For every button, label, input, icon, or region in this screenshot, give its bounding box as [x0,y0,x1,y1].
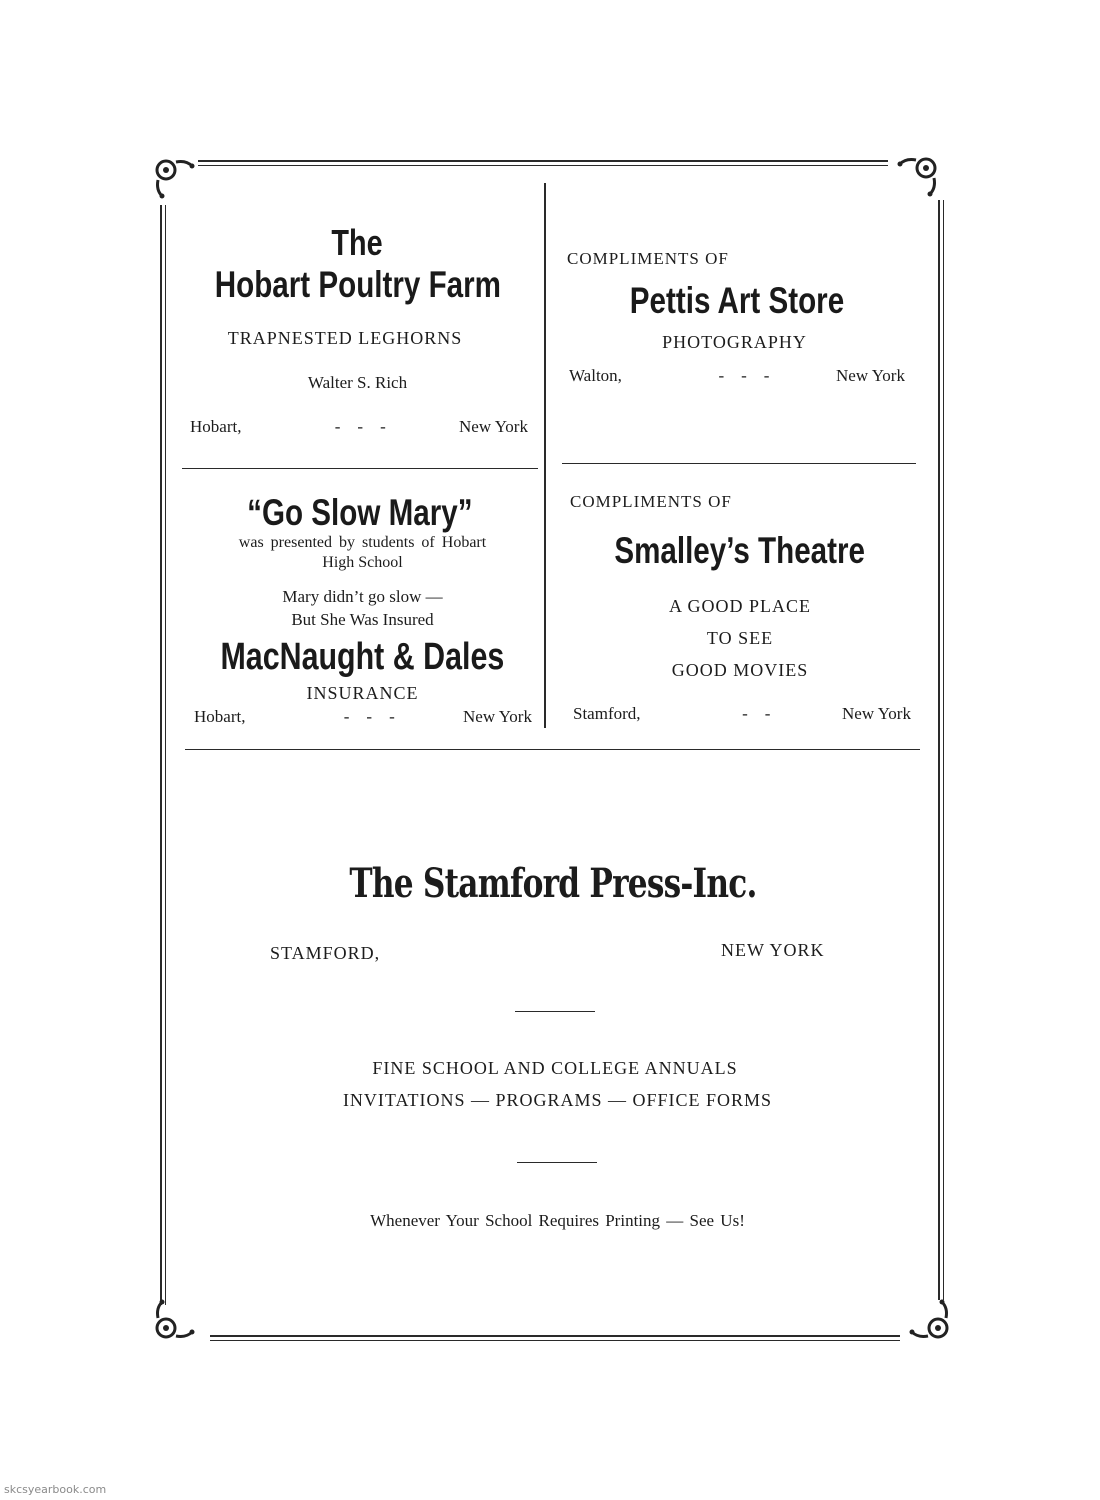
press-tagline: Whenever Your School Requires Printing — See Us! [370,1211,745,1230]
border-right-inner [943,200,944,1300]
short-rule [515,1011,595,1012]
press-line2: INVITATIONS — PROGRAMS — OFFICE FORMS [342,1090,773,1110]
corner-ornament-icon [152,1296,198,1342]
corner-ornament-icon [152,156,198,202]
location-state: New York [842,704,911,723]
border-left-inner [165,205,166,1305]
border-left-outer [160,205,162,1305]
ad-title: Hobart Poultry Farm [214,264,501,305]
location-city: Hobart, [194,707,246,726]
location-dashes: - - - [343,707,395,726]
border-right-outer [938,200,940,1300]
ad-subtitle: TRAPNESTED LEGHORNS [227,328,463,348]
location-city: Walton, [569,366,622,385]
ad-location [569,366,905,386]
ad-line1: A GOOD PLACE [668,596,811,616]
ad-compliments: COMPLIMENTS OF [567,249,729,268]
ad-title: Pettis Art Store [629,280,845,321]
ad-service: INSURANCE [306,683,419,703]
divider-right-mid [562,463,916,464]
short-rule [517,1162,597,1163]
corner-ornament-icon [894,154,940,200]
ad-title: Smalley’s Theatre [614,530,866,571]
location-dashes: - - - [334,417,386,436]
ad-location [573,704,911,724]
border-bottom-outer [210,1335,900,1337]
press-city: STAMFORD, [270,943,381,963]
ad-line3: Mary didn’t go slow — [282,587,443,606]
border-top-inner [198,165,888,166]
press-line1: FINE SCHOOL AND COLLEGE ANNUALS [372,1058,738,1078]
corner-ornament-icon [906,1296,952,1342]
border-bottom-inner [210,1340,900,1341]
ad-line2: High School [322,554,403,571]
press-state: NEW YORK [721,940,825,960]
ad-location [190,417,528,437]
ad-location [194,707,532,727]
location-state: New York [836,366,905,385]
border-top-outer [198,160,888,162]
press-title: The Stamford Press-Inc. [348,860,757,907]
location-state: New York [463,707,532,726]
watermark: skcsyearbook.com [4,1483,107,1496]
ad-line3: GOOD MOVIES [671,660,809,680]
ad-title: MacNaught & Dales [220,636,505,678]
location-dashes: - - - [718,366,770,385]
ad-title-line1: The [331,222,384,263]
ad-service: PHOTOGRAPHY [662,332,807,352]
ad-line2: TO SEE [706,628,774,648]
location-city: Stamford, [573,704,641,723]
ad-owner: Walter S. Rich [307,373,408,392]
divider-left-mid [182,468,538,469]
location-state: New York [459,417,528,436]
ad-line1: was presented by students of Hobart [238,534,487,551]
location-dashes: - - [742,704,771,723]
location-city: Hobart, [190,417,242,436]
ad-line4: But She Was Insured [291,610,434,629]
play-title: “Go Slow Mary” [247,492,473,533]
divider-full [185,749,920,750]
ad-compliments: COMPLIMENTS OF [570,492,732,511]
